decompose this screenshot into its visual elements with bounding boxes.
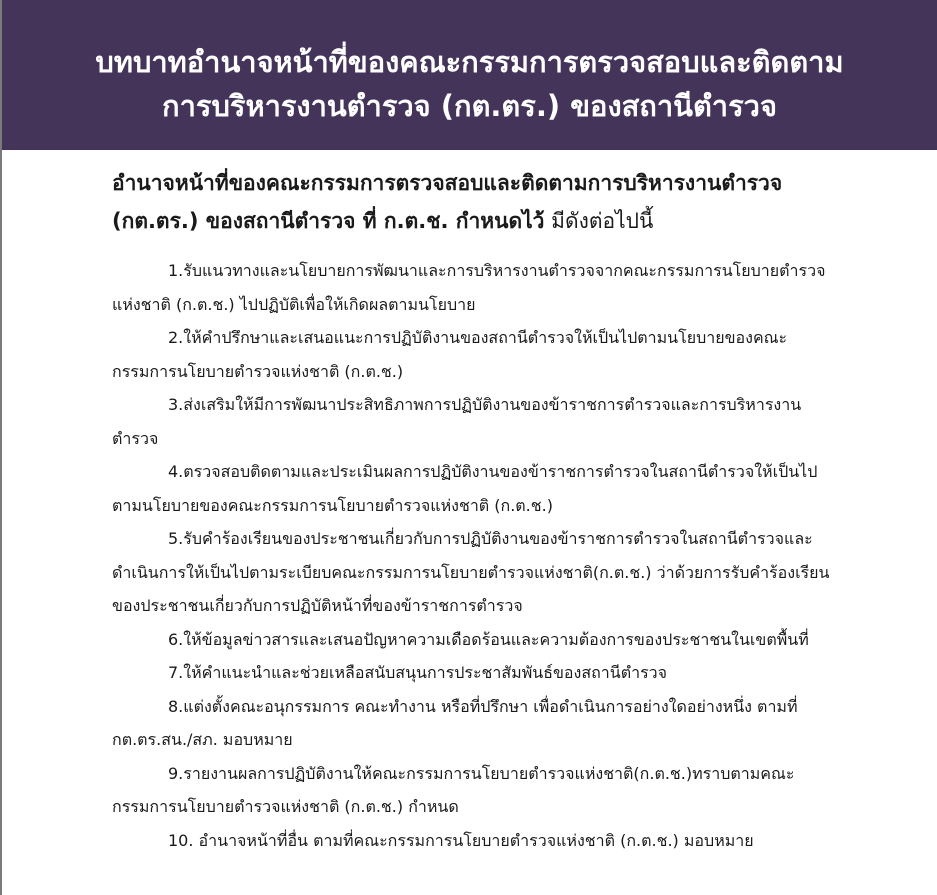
duty-item-10: 10. อำนาจหน้าที่อื่น ตามที่คณะกรรมการนโยบายตำรวจแห่งชาติ (ก.ต.ช.) มอบหมาย xyxy=(168,830,754,850)
duties-list xyxy=(112,254,832,857)
duty-item-6: 6.ให้ข้อมูลข่าวสารและเสนอปัญหาความเดือดร้อนและความต้องการของประชาชนในเขตพื้นที่ xyxy=(168,629,809,649)
page-title-line-1: บทบาทอำนาจหน้าที่ของคณะกรรมการตรวจสอบและติดตาม xyxy=(95,45,844,79)
intro-normal-text: มีดังต่อไปนี้ xyxy=(544,209,654,233)
duty-item-4: 4.ตรวจสอบติดตามและประเมินผลการปฏิบัติงานของข้าราชการตำรวจในสถานีตำรวจให้เป็นไปตามนโยบายของคณะกรรมการนโยบายตำรวจแห่งชาติ (ก.ต.ช.) xyxy=(112,462,818,515)
duty-item-7: 7.ให้คำแนะนำและช่วยเหลือสนับสนุนการประชาสัมพันธ์ของสถานีตำรวจ xyxy=(168,663,668,682)
duty-item-8: 8.แต่งตั้งคณะอนุกรรมการ คณะทำงาน หรือที่ปรึกษา เพื่อดำเนินการอย่างใดอย่างหนึ่ง ตามที่ กต.ตร.สน./สภ. มอบหมาย xyxy=(112,696,798,749)
duty-item-2: 2.ให้คำปรึกษาและเสนอแนะการปฏิบัติงานของสถานีตำรวจให้เป็นไปตามนโยบายของคณะกรรมการนโยบายตำรวจแห่งชาติ (ก.ต.ช.) xyxy=(112,328,788,381)
intro-paragraph xyxy=(112,164,832,240)
page-title-line-2: การบริหารงานตำรวจ (กต.ตร.) ของสถานีตำรวจ xyxy=(162,89,777,123)
duty-item-3: 3.ส่งเสริมให้มีการพัฒนาประสิทธิภาพการปฏิบัติงานของข้าราชการตำรวจและการบริหารงานตำรวจ xyxy=(112,395,802,448)
duty-item-5: 5.รับคำร้องเรียนของประชาชนเกี่ยวกับการปฏิบัติงานของข้าราชการตำรวจในสถานีตำรวจและดำเนินการให้เป็นไปตามระเบียบคณะกรรมการนโยบายตำรวจแห่งชาติ(ก.ต.ช.) ว่าด้วยการรับคำร้องเรียนของประชาชนเกี่ยวกับการปฏิบัติหน้าที่ของข้าราชการตำรวจ xyxy=(112,529,830,615)
duty-item-9: 9.รายงานผลการปฏิบัติงานให้คณะกรรมการนโยบายตำรวจแห่งชาติ(ก.ต.ช.)ทราบตามคณะกรรมการนโยบายตำรวจแห่งชาติ (ก.ต.ช.) กำหนด xyxy=(112,763,795,816)
intro-bold-text: อำนาจหน้าที่ของคณะกรรมการตรวจสอบและติดตามการบริหารงานตำรวจ (กต.ตร.) ของสถานีตำรวจ ที่ ก.ต.ช. กำหนดไว้ xyxy=(112,171,783,233)
page-header xyxy=(2,0,937,150)
document-body xyxy=(112,164,832,857)
duty-item-1: 1.รับแนวทางและนโยบายการพัฒนาและการบริหารงานตำรวจจากคณะกรรมการนโยบายตำรวจแห่งชาติ (ก.ต.ช.) ไปปฏิบัติเพื่อให้เกิดผลตามนโยบาย xyxy=(112,261,826,314)
